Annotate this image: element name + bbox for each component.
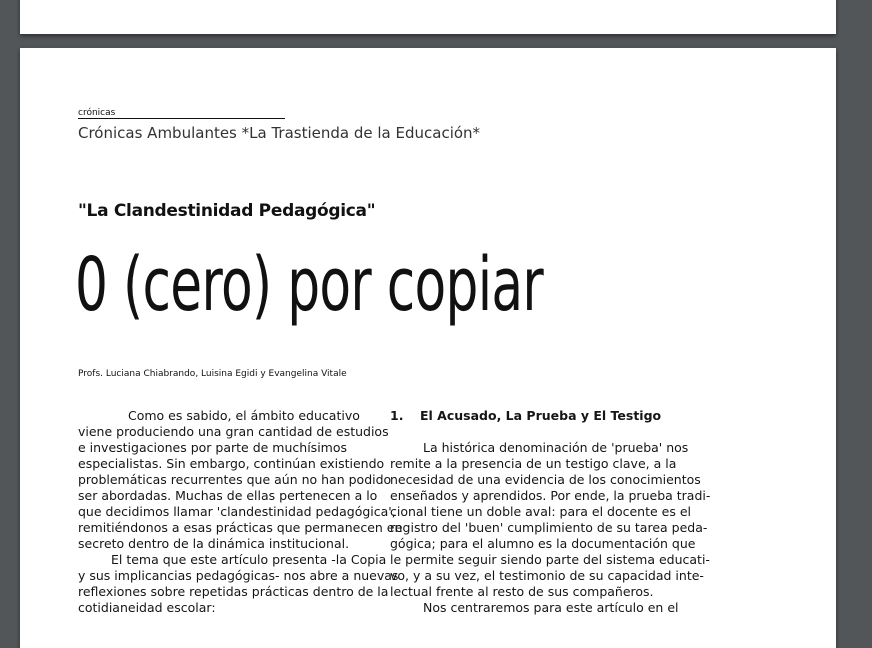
text-line: problemáticas recurrentes que aún no han podido — [78, 472, 392, 487]
text-line: necesidad de una evidencia de los conocimientos — [390, 472, 701, 487]
text-line: La histórica denominación de 'prueba' nos — [423, 440, 689, 455]
right-column — [390, 408, 711, 616]
right-paragraph-1-cont — [390, 456, 711, 600]
text-line: le permite seguir siendo parte del sistema educati- — [390, 552, 710, 567]
text-line: secreto dentro de la dinámica institucional. — [78, 536, 350, 551]
left-column — [78, 408, 403, 616]
article-headline: 0 (cero) por copiar — [75, 242, 544, 328]
section-subtitle: Crónicas Ambulantes *La Trastienda de la Educación* — [78, 124, 481, 142]
text-line: gógica; para el alumno es la documentación que — [390, 536, 696, 551]
text-line: lectual frente al resto de sus compañeros. — [390, 584, 654, 599]
text-line: ser abordadas. Muchas de ellas pertenecen a lo — [78, 488, 378, 503]
text-line: cotidianeidad escolar: — [78, 600, 216, 615]
text-line: reflexiones sobre repetidas prácticas dentro de la — [78, 584, 389, 599]
section-tag: crónicas — [78, 108, 285, 119]
article-kicker: "La Clandestinidad Pedagógica" — [78, 201, 376, 221]
section-heading — [390, 408, 686, 424]
left-paragraph-1-cont — [78, 424, 403, 552]
text-line: remite a la presencia de un testigo clave, a la — [390, 456, 677, 471]
text-line: vo, y a su vez, el testimonio de su capacidad inte- — [390, 568, 704, 583]
text-line: El tema que este artículo presenta -la Copia — [111, 552, 387, 567]
text-line: e investigaciones por parte de muchísimos — [78, 440, 348, 455]
left-paragraph-2-cont — [78, 568, 399, 616]
previous-page — [20, 0, 836, 34]
left-paragraph-2 — [78, 552, 387, 568]
text-line: especialistas. Sin embargo, continúan existiendo — [78, 456, 385, 471]
section-title: El Acusado, La Prueba y El Testigo — [420, 408, 662, 423]
text-line: enseñados y aprendidos. Por ende, la prueba tradi- — [390, 488, 711, 503]
text-line: Nos centraremos para este artículo en el — [423, 600, 679, 615]
text-line: cional tiene un doble aval: para el docente es el — [390, 504, 691, 519]
text-line: remitiéndonos a esas prácticas que permanecen en — [78, 520, 403, 535]
text-line: y sus implicancias pedagógicas- nos abre a nuevas — [78, 568, 399, 583]
text-line: registro del 'buen' cumplimiento de su tarea peda- — [390, 520, 708, 535]
article-authors: Profs. Luciana Chiabrando, Luisina Egidi y Evangelina Vitale — [78, 369, 347, 379]
right-paragraph-2 — [390, 600, 686, 616]
text-line: que decidimos llamar 'clandestinidad pedagógica', — [78, 504, 396, 519]
section-number: 1. — [390, 408, 404, 423]
right-paragraph-1 — [390, 440, 689, 456]
left-paragraph-1 — [78, 408, 374, 424]
text-line: Como es sabido, el ámbito educativo — [128, 408, 360, 423]
text-line: viene produciendo una gran cantidad de estudios — [78, 424, 389, 439]
document-page — [20, 48, 836, 648]
